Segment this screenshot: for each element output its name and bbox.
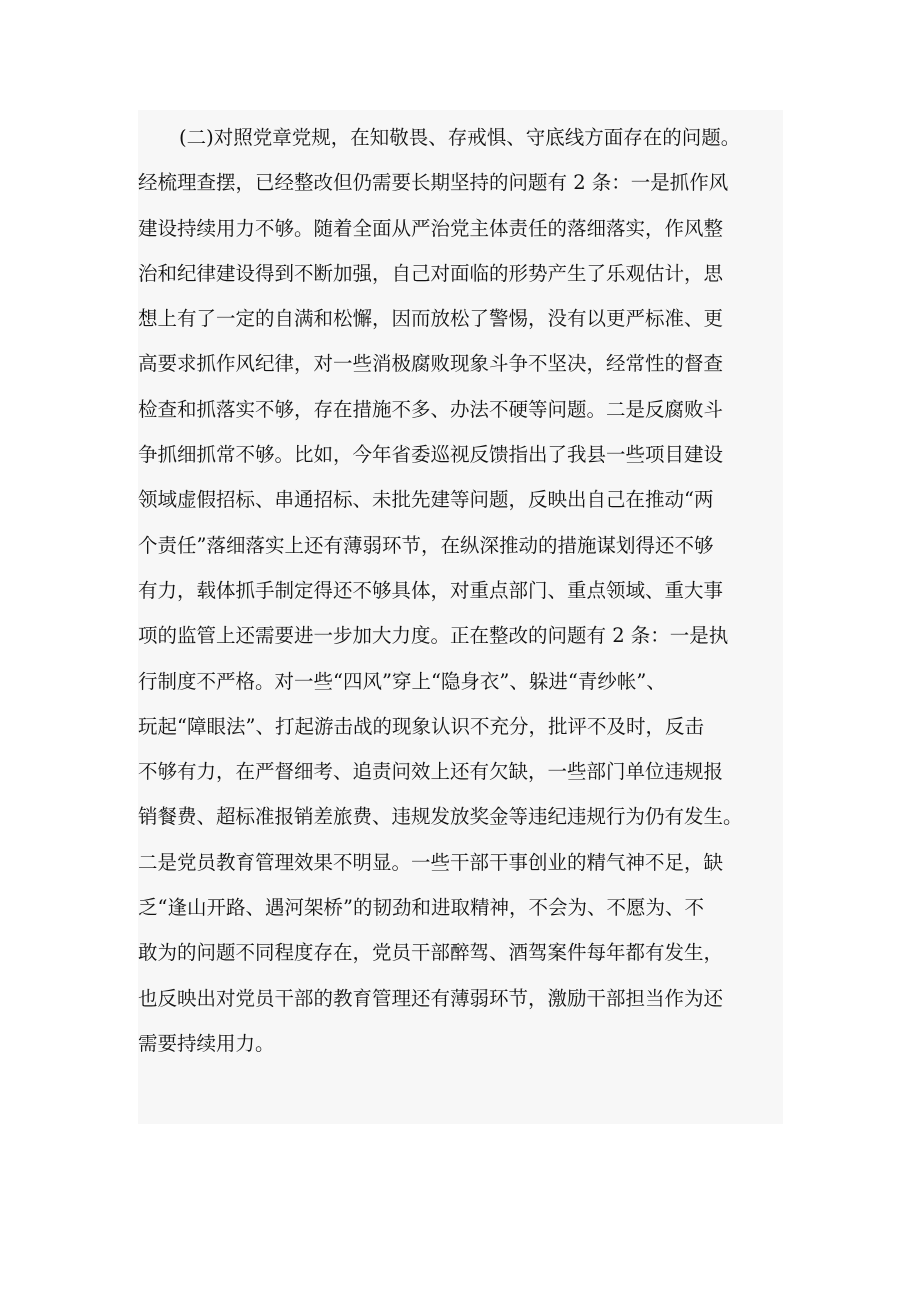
text-line: 治和纪律建设得到不断加强，自己对面临的形势产生了乐观估计，思 [138, 261, 724, 285]
text-line: 检查和抓落实不够，存在措施不多、办法不硬等问题。二是反腐败斗 [138, 397, 724, 421]
text-line: 争抓细抓常不够。比如，今年省委巡视反馈指出了我县一些项目建设 [138, 443, 724, 467]
paragraph-lines [138, 115, 783, 1066]
text-line: 想上有了一定的自满和松懈，因而放松了警惕，没有以更严标准、更 [138, 307, 724, 331]
text-line: 有力，载体抓手制定得还不够具体，对重点部门、重点领域、重大事 [138, 578, 724, 602]
text-line: 销餐费、超标准报销差旅费、违规发放奖金等违纪违规行为仍有发生。 [138, 805, 743, 829]
text-line: 不够有力，在严督细考、追责问效上还有欠缺，一些部门单位违规报 [138, 760, 724, 784]
text-line: (二)对照党章党规，在知敬畏、存戒惧、守底线方面存在的问题。 [179, 126, 741, 149]
text-line: 项的监管上还需要进一步加大力度。正在整改的问题有 2 条：一是执 [138, 624, 729, 648]
text-line: 个责任”落细落实上还有薄弱环节，在纵深推动的措施谋划得还不够 [138, 533, 714, 557]
text-line: 玩起“障眼法”、打起游击战的现象认识不充分，批评不及时，反击 [138, 714, 704, 738]
text-line: 经梳理查摆，已经整改但仍需要长期坚持的问题有 2 条：一是抓作风 [138, 171, 729, 195]
text-line: 乏“逢山开路、遇河架桥”的韧劲和进取精神，不会为、不愿为、不 [138, 896, 704, 920]
text-line: 敢为的问题不同程度存在，党员干部醉驾、酒驾案件每年都有发生， [138, 941, 724, 965]
text-line: 高要求抓作风纪律，对一些消极腐败现象斗争不坚决，经常性的督查 [138, 352, 724, 376]
text-line: 也反映出对党员干部的教育管理还有薄弱环节，激励干部担当作为还 [138, 986, 724, 1010]
text-line: 二是党员教育管理效果不明显。一些干部干事创业的精气神不足，缺 [138, 850, 724, 874]
text-line: 建设持续用力不够。随着全面从严治党主体责任的落细落实，作风整 [138, 216, 724, 240]
text-line: 行制度不严格。对一些“四风”穿上“隐身衣”、躲进“青纱帐”、 [138, 669, 666, 693]
text-line: 需要持续用力。 [138, 1031, 275, 1055]
document-text-block [138, 110, 783, 1124]
text-line: 领域虚假招标、串通招标、未批先建等问题，反映出自己在推动“两 [138, 488, 714, 512]
